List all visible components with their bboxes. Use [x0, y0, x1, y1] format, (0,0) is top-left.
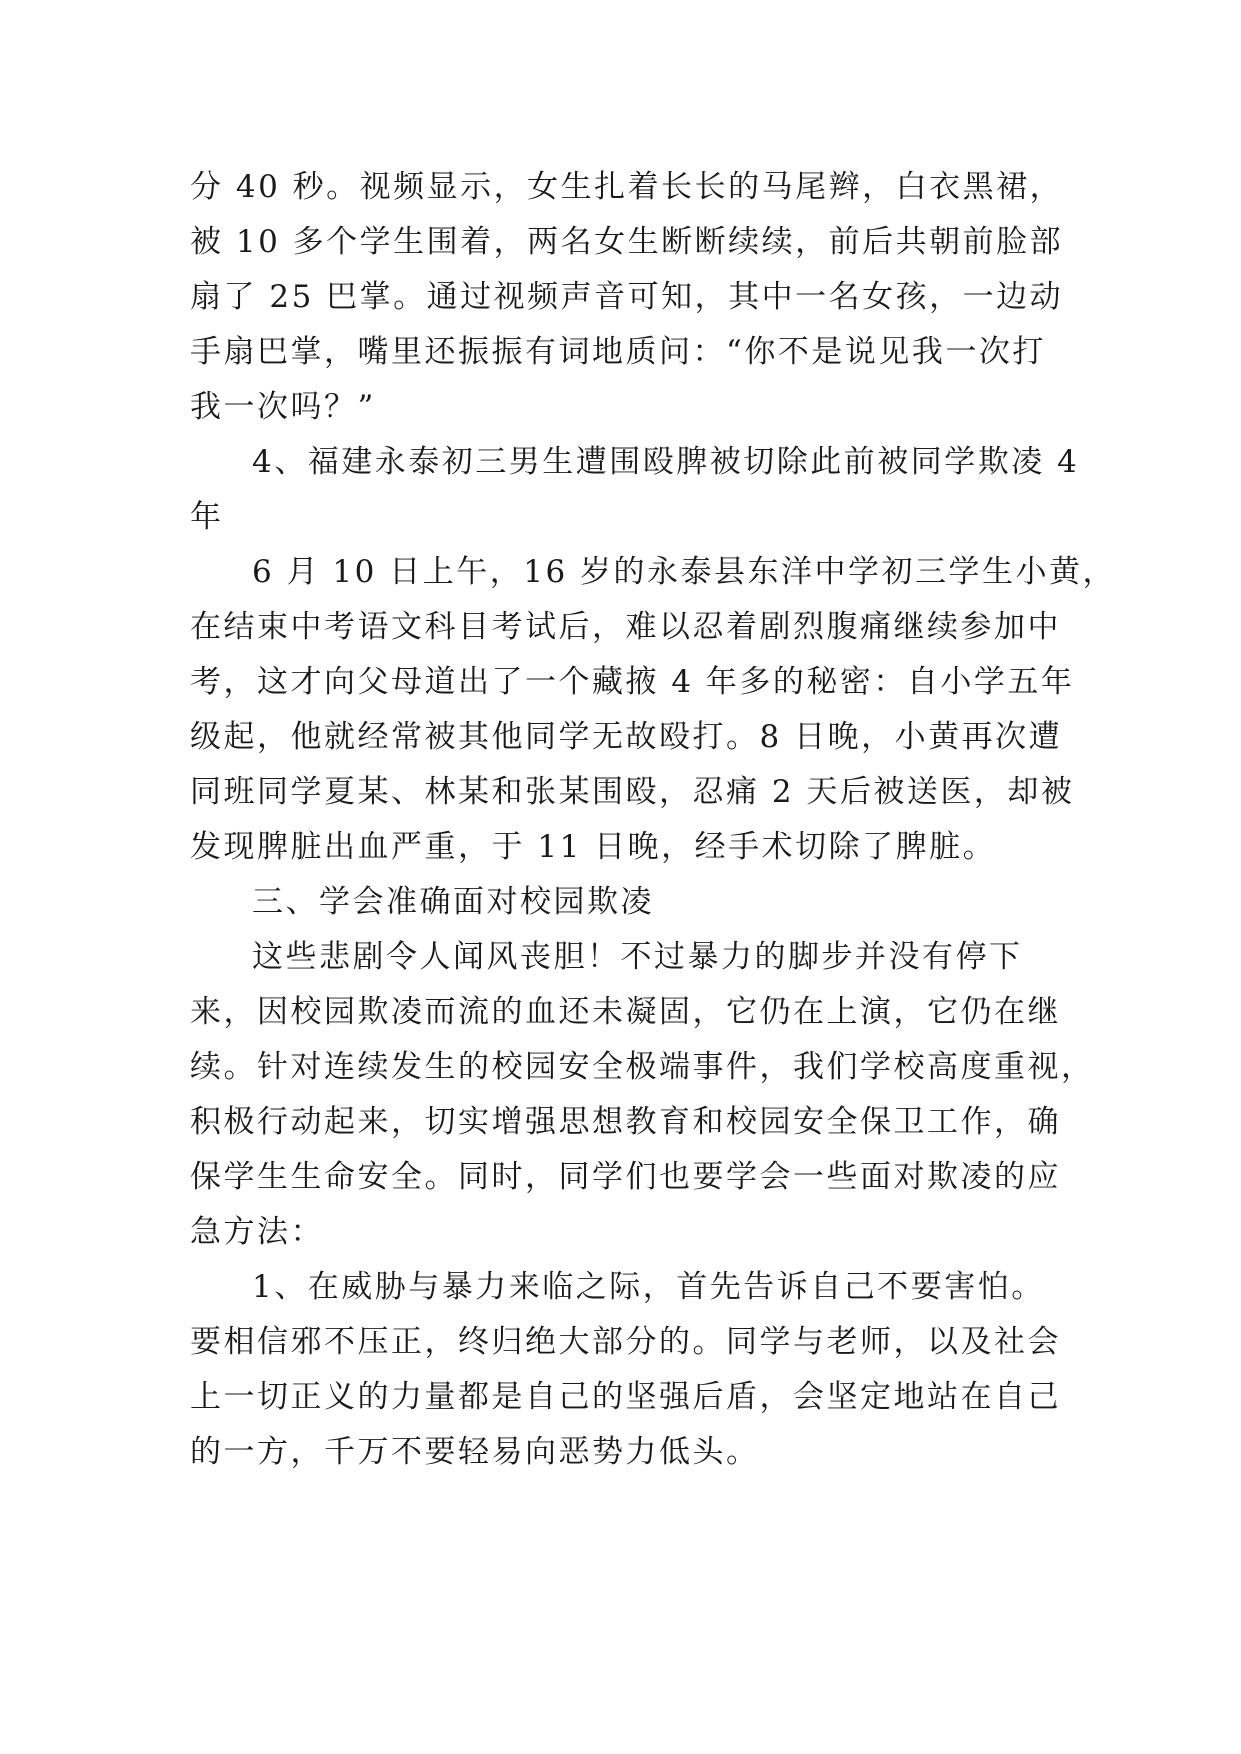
paragraph [190, 435, 1080, 545]
text-line: 级起，他就经常被其他同学无故殴打。8 日晚，小黄再次遭 [190, 719, 1063, 755]
text-line: 续。针对连续发生的校园安全极端事件，我们学校高度重视， [190, 1049, 1095, 1085]
text-line: 1、在威胁与暴力来临之际，首先告诉自己不要害怕。 [252, 1269, 1045, 1305]
paragraph [190, 160, 1064, 435]
text-line: 来，因校园欺凌而流的血还未凝固，它仍在上演，它仍在继 [190, 994, 1061, 1030]
paragraph [190, 930, 1095, 1260]
text-line: 要相信邪不压正，终归绝大部分的。同学与老师，以及社会 [190, 1324, 1061, 1360]
text-line: 保学生生命安全。同时，同学们也要学会一些面对欺凌的应 [190, 1159, 1061, 1195]
section-heading [190, 875, 1060, 930]
text-line: 4、福建永泰初三男生遭围殴脾被切除此前被同学欺凌 4 [252, 444, 1080, 480]
text-line: 6 月 10 日上午，16 岁的永泰县东洋中学初三学生小黄， [252, 554, 1117, 590]
paragraph [190, 1260, 1060, 1480]
text-line: 急方法： [190, 1214, 324, 1250]
text-line: 分 40 秒。视频显示，女生扎着长长的马尾辫，白衣黑裙， [190, 169, 1064, 205]
text-line: 发现脾脏出血严重，于 11 日晚，经手术切除了脾脏。 [190, 829, 997, 865]
body-text [190, 160, 1117, 1480]
text-line: 被 10 多个学生围着，两名女生断断续续，前后共朝前脸部 [190, 224, 1064, 260]
text-line: 扇了 25 巴掌。通过视频声音可知，其中一名女孩，一边动 [190, 279, 1064, 315]
text-line: 的一方，千万不要轻易向恶势力低头。 [190, 1434, 760, 1470]
text-line: 我一次吗？” [190, 389, 376, 425]
text-line: 年 [190, 499, 224, 535]
text-line: 同班同学夏某、林某和张某围殴，忍痛 2 天后被送医，却被 [190, 774, 1075, 810]
text-line: 在结束中考语文科目考试后，难以忍着剧烈腹痛继续参加中 [190, 609, 1061, 645]
text-line: 考，这才向父母道出了一个藏掖 4 年多的秘密：自小学五年 [190, 664, 1075, 700]
text-line: 上一切正义的力量都是自己的坚强后盾，会坚定地站在自己 [190, 1379, 1061, 1415]
text-line: 积极行动起来，切实增强思想教育和校园安全保卫工作，确 [190, 1104, 1061, 1140]
text-line: 这些悲剧令人闻风丧胆！不过暴力的脚步并没有停下 [252, 939, 1023, 975]
paragraph [190, 545, 1117, 875]
text-line: 手扇巴掌，嘴里还振振有词地质问：“你不是说见我一次打 [190, 334, 1046, 370]
text-line: 三、学会准确面对校园欺凌 [252, 884, 654, 920]
